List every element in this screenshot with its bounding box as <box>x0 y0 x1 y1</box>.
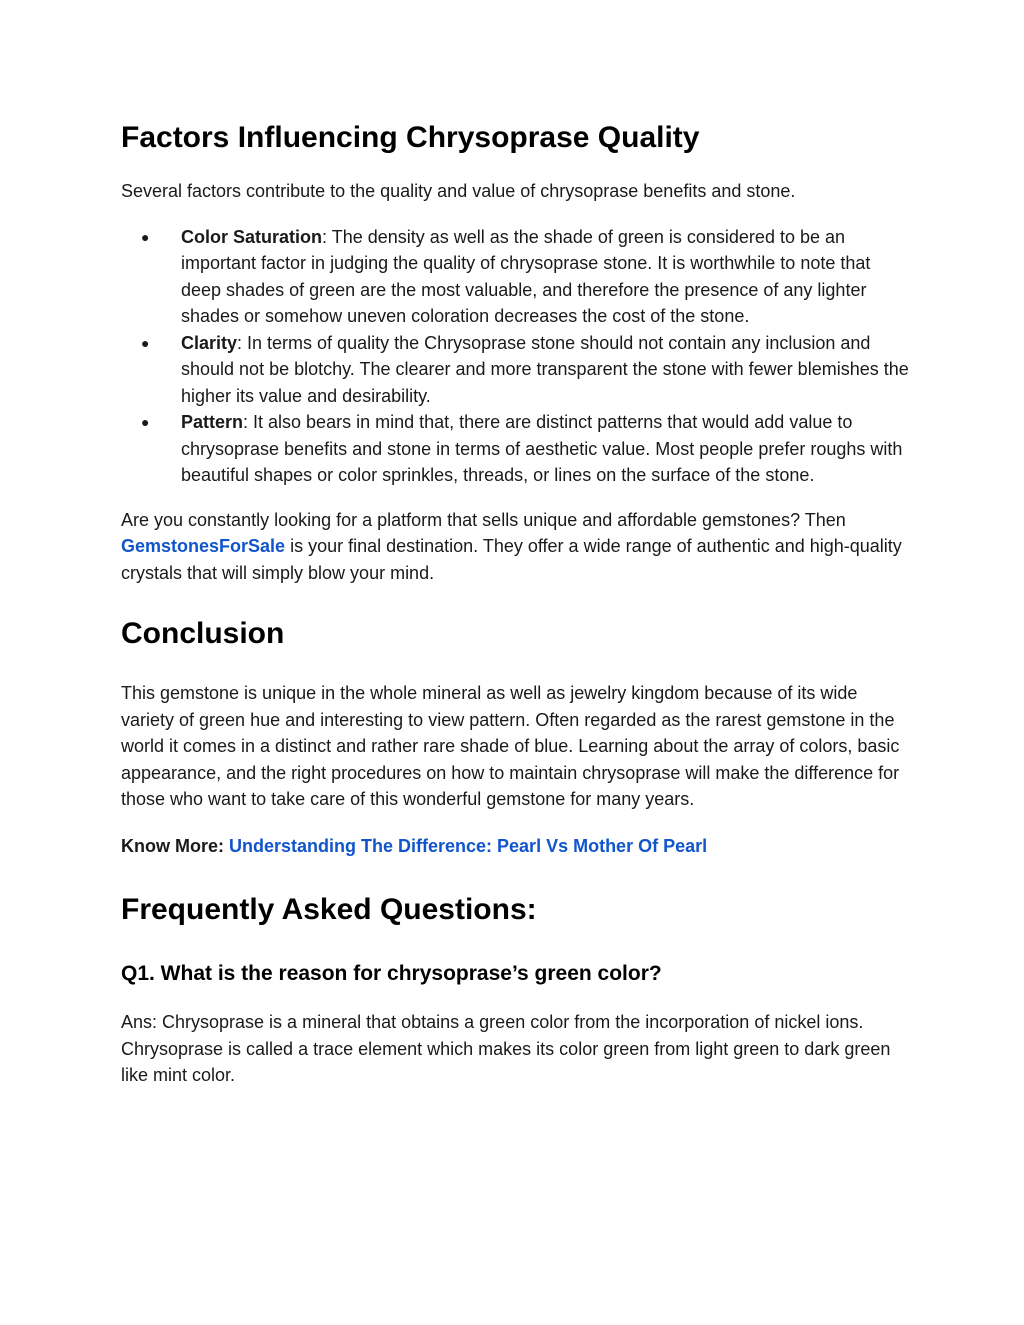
list-item <box>121 409 911 489</box>
factors-list <box>121 224 911 489</box>
section-title: Factors Influencing Chrysoprase Quality <box>121 121 700 154</box>
factor-description: : In terms of quality the Chrysoprase stone should not contain any inclusion and should not be blotchy. The clearer and more transparent the stone with fewer blemishes the higher its value and desirability. <box>181 332 909 406</box>
promo-paragraph <box>121 507 911 587</box>
bullet-icon: ● <box>141 228 150 245</box>
conclusion-heading: Conclusion <box>121 617 285 650</box>
list-item <box>121 330 911 410</box>
bullet-icon: ● <box>141 334 150 351</box>
gemstonesforsale-link[interactable]: GemstonesForSale <box>121 536 286 556</box>
pearl-vs-mother-of-pearl-link[interactable]: Understanding The Difference: Pearl Vs Mother Of Pearl <box>229 835 708 856</box>
factor-term: Clarity <box>181 332 238 353</box>
intro-paragraph: Several factors contribute to the quality and value of chrysoprase benefits and stone. <box>121 181 796 201</box>
promo-text-after: is your final destination. They offer a wide range of authentic and high-quality crystals that will simply blow your mind. <box>121 536 902 583</box>
document-content <box>121 112 911 1089</box>
factor-term: Color Saturation <box>181 226 323 247</box>
factor-description: : The density as well as the shade of green is considered to be an important factor in judging the quality of chrysoprase stone. It is worthwhile to note that deep shades of green are the most valuable, and therefore the presence of any lighter shades or somehow uneven coloration decreases the cost of the stone. <box>181 226 871 326</box>
conclusion-paragraph: This gemstone is unique in the whole mineral as well as jewelry kingdom because of its wide variety of green hue and interesting to view pattern. Often regarded as the rarest gemstone in the world it comes in a distinct and rather rare shade of blue. Learning about the array of colors, basic appearance, and the right procedures on how to maintain chrysoprase will make the difference for those who want to take care of this wonderful gemstone for many years. <box>121 683 900 809</box>
bullet-icon: ● <box>141 414 150 430</box>
factor-term: Pattern <box>181 412 244 432</box>
faq-question: Q1. What is the reason for chrysoprase’s green color? <box>121 962 662 985</box>
list-item <box>121 224 911 330</box>
faq-answer: Ans: Chrysoprase is a mineral that obtains a green color from the incorporation of nickel ions. Chrysoprase is called a trace element which makes its color green from light green to dark green like mint color. <box>121 1012 891 1085</box>
factor-description: : It also bears in mind that, there are distinct patterns that would add value to chrysoprase benefits and stone in terms of aesthetic value. Most people prefer roughs with beautiful shapes or color sprinkles, threads, or lines on the surface of the stone. <box>181 412 903 485</box>
promo-text-before: Are you constantly looking for a platform that sells unique and affordable gemstones? Then <box>121 509 846 530</box>
know-more-label: Know More: <box>121 835 229 856</box>
faq-heading: Frequently Asked Questions: <box>121 893 537 926</box>
know-more-line <box>121 833 911 860</box>
